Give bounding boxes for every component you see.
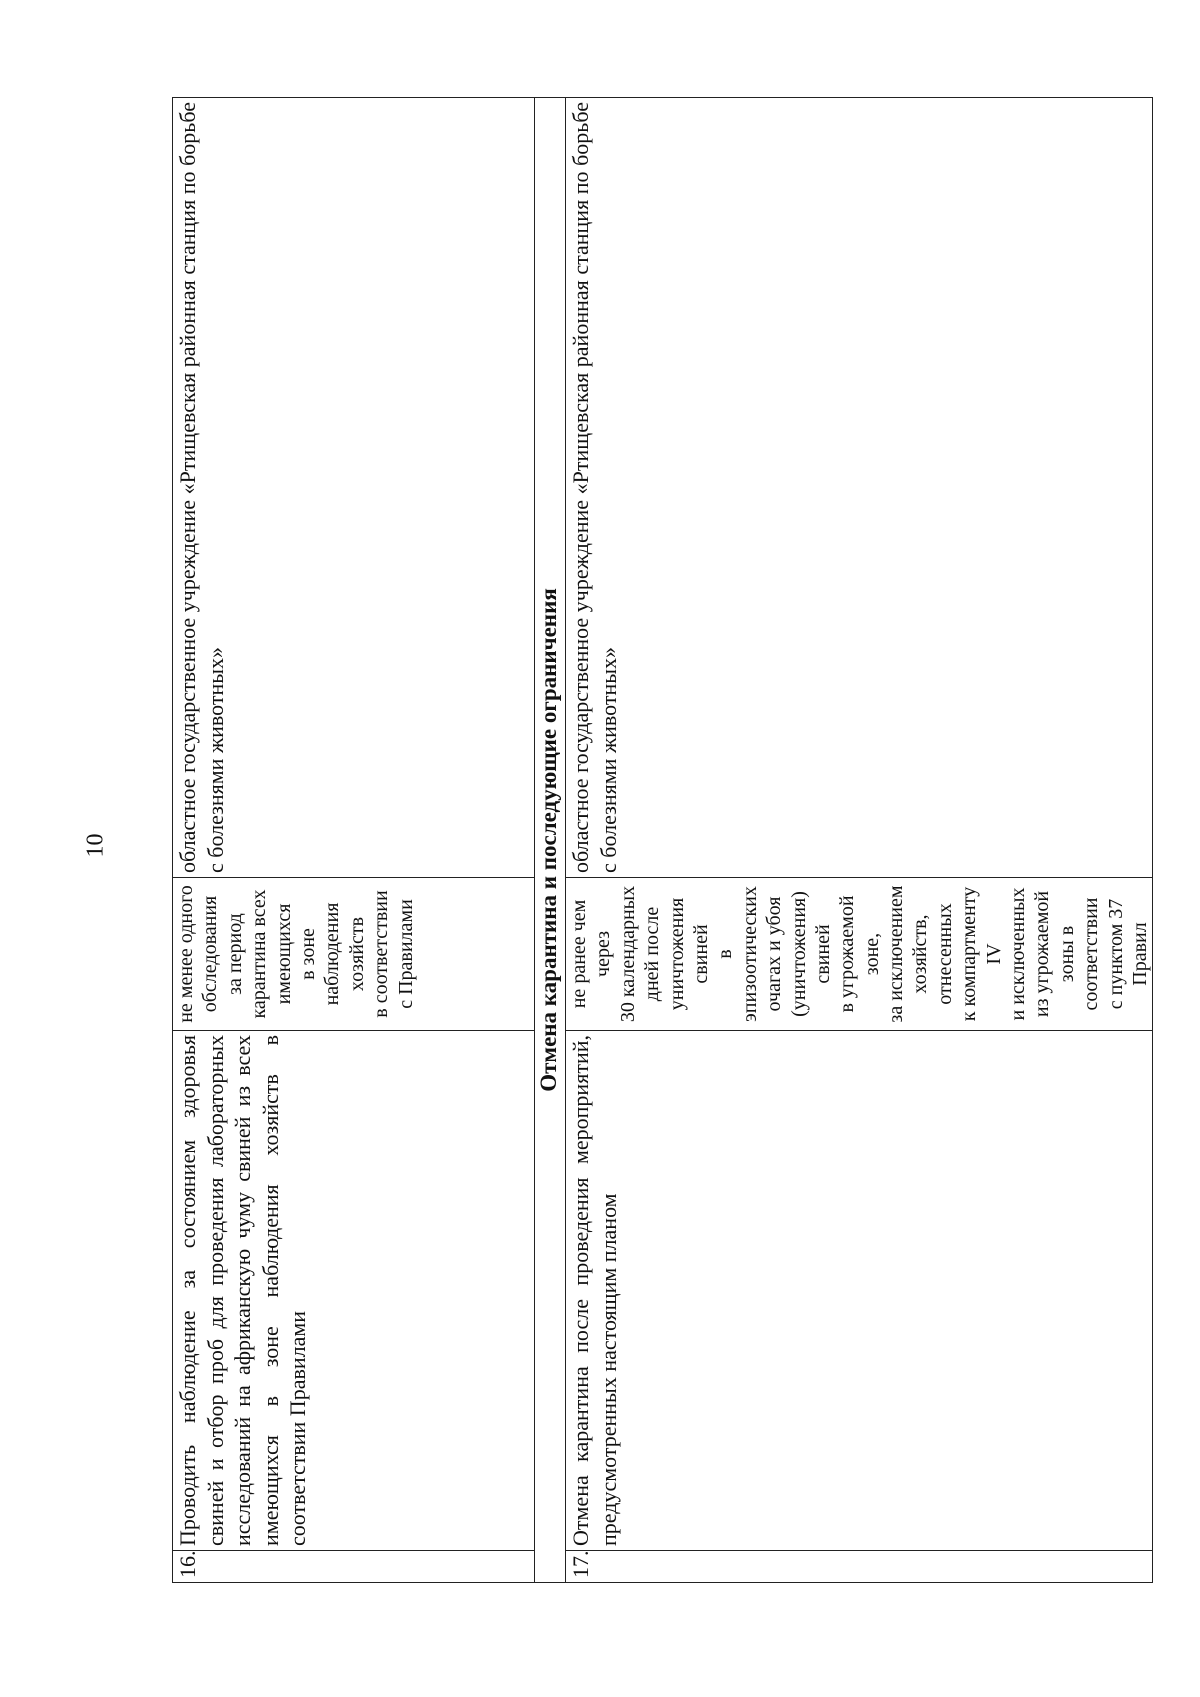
- row-number: 17.: [566, 1551, 1153, 1583]
- term-line: не менее одного: [175, 885, 197, 1023]
- term-line: свиней: [811, 924, 834, 984]
- term-line: обследования: [199, 895, 222, 1013]
- row-term: [173, 878, 535, 1031]
- row-term: [566, 878, 1153, 1031]
- row-action: Проводить наблюдение за состоянием здоровья свиней и отбор проб для проведения лабораторных исследований на африканскую чуму свиней из всех имеющихся в зоне наблюдения хозяйств в соответствии Правилами: [173, 1031, 535, 1551]
- term-line: в эпизоотических: [714, 886, 761, 1022]
- rotated-table-wrapper: [172, 98, 1151, 1583]
- term-line: очагах и убоя: [763, 896, 786, 1012]
- row-responsible: областное государственное учреждение «Ртищевская районная станция по борьбе с болезнями животных»: [566, 98, 1153, 878]
- term-line: с Правилами: [394, 899, 417, 1009]
- term-line: имеющихся: [272, 903, 295, 1005]
- term-line: в угрожаемой зоне,: [836, 895, 883, 1013]
- page-number: 10: [82, 833, 109, 858]
- section-heading: Отмена карантина и последующие ограничения: [535, 98, 566, 1583]
- term-line: дней после: [641, 906, 664, 1002]
- term-line: и исключенных: [1007, 887, 1030, 1021]
- term-line: не ранее чем через: [568, 899, 615, 1009]
- term-line: в зоне наблюдения: [296, 902, 344, 1006]
- row-responsible: областное государственное учреждение «Ртищевская районная станция по борьбе с болезнями животных»: [173, 98, 535, 878]
- term-line: за период: [223, 913, 246, 995]
- term-line: 30 календарных: [616, 885, 639, 1023]
- term-line: карантина всех: [248, 889, 271, 1019]
- term-line: к компартменту IV: [958, 886, 1005, 1022]
- term-line: (уничтожения): [787, 891, 810, 1017]
- term-line: свиней: [689, 924, 712, 984]
- term-line: Правил: [1128, 922, 1151, 986]
- term-line: уничтожения: [665, 897, 688, 1011]
- term-line: отнесенных: [933, 903, 956, 1005]
- term-line: хозяйств: [345, 916, 368, 992]
- section-row: [535, 98, 566, 1583]
- term-line: хозяйств,: [909, 914, 932, 994]
- table-row: [173, 98, 535, 1583]
- term-line: в соответствии: [370, 890, 393, 1018]
- measures-table: [172, 97, 1153, 1583]
- term-line: за исключением: [885, 885, 908, 1023]
- term-line: зоны в соответствии: [1055, 897, 1103, 1011]
- term-line: из угрожаемой: [1031, 890, 1054, 1018]
- row-action: Отмена карантина после проведения мероприятий, предусмотренных настоящим планом: [566, 1031, 1153, 1551]
- row-number: 16.: [173, 1551, 535, 1583]
- term-line: с пунктом 37: [1104, 898, 1127, 1010]
- table-row: [566, 98, 1153, 1583]
